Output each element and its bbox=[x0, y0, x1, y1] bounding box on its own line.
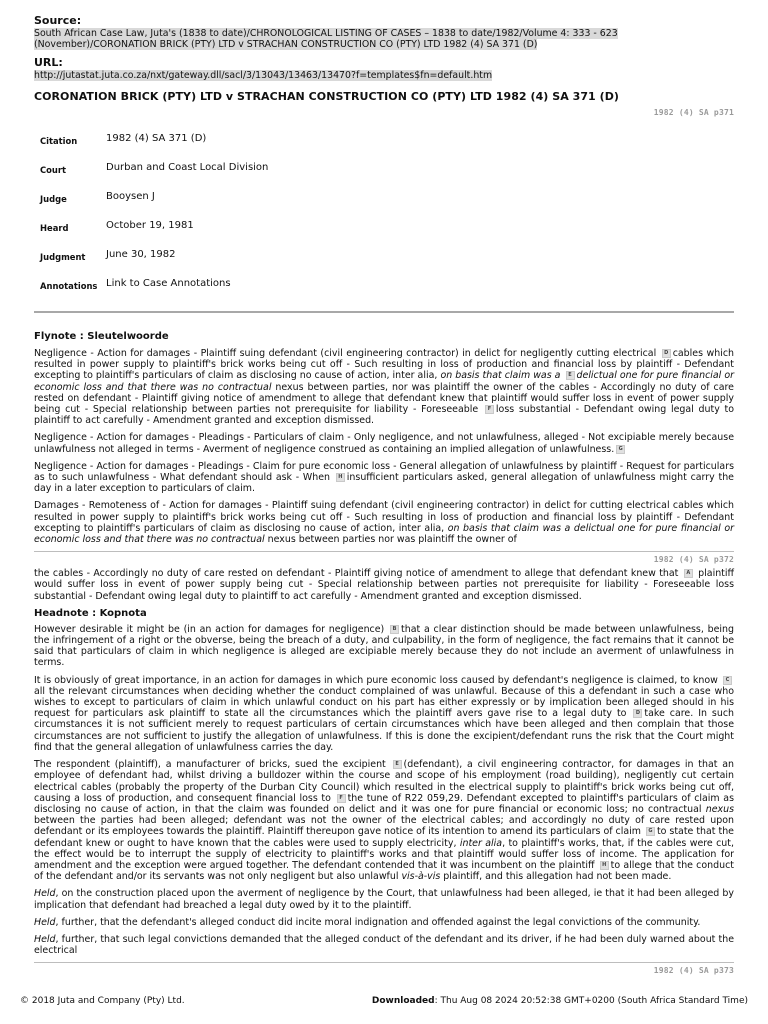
flynote-heading: Flynote : Sleutelwoorde bbox=[34, 331, 169, 342]
margin-marker: F bbox=[337, 794, 346, 803]
flynote-paragraph: Negligence - Action for damages - Pleadings - Claim for pure economic loss - General allegation of unlawfulness by plaintiff - Request for particulars as to such unlawfulness - What defendant should ask - When H insufficient particulars asked, general allegation of unlawfulness might carry the day in a later exception to particulars of claim. bbox=[34, 460, 734, 495]
url-label: URL: bbox=[34, 56, 63, 69]
margin-marker: A bbox=[684, 569, 693, 578]
page-ref-373: 1982 (4) SA p373 bbox=[653, 966, 734, 976]
copyright-notice: © 2018 Juta and Company (Pty) Ltd. bbox=[20, 996, 185, 1006]
held-paragraph: Held, further, that such legal convictions demanded that the alleged conduct of the defendant and its driver, if he had been duly warned about the electrical bbox=[34, 933, 734, 957]
held-paragraph: Held, on the construction placed upon the averment of negligence by the Court, that unlawfulness had been alleged, ie that it had been alleged by implication that defendant had breached a legal duty owed by it to the plaintiff. bbox=[34, 888, 734, 911]
meta-row-court bbox=[40, 162, 268, 191]
meta-row-citation bbox=[40, 133, 268, 162]
annotations-link[interactable]: Link to Case Annotations bbox=[106, 278, 231, 289]
meta-key: Court bbox=[40, 165, 66, 175]
page-divider bbox=[34, 962, 734, 963]
meta-value: Booysen J bbox=[106, 191, 155, 202]
section-divider bbox=[34, 311, 734, 313]
meta-value: June 30, 1982 bbox=[106, 249, 176, 260]
meta-row-heard bbox=[40, 220, 268, 249]
margin-marker: B bbox=[390, 625, 399, 634]
meta-key: Annotations bbox=[40, 281, 98, 291]
url-link[interactable]: http://jutastat.juta.co.za/nxt/gateway.dll/sacl/3/13043/13463/13470?f=templates$fn=default.htm bbox=[34, 70, 493, 81]
headnote-paragraph: The respondent (plaintiff), a manufacturer of bricks, sued the excipient E (defendant), a civil engineering contractor, for damages in that an employee of defendant had, whilst driving a bulldozer within the course and scope of his employment (road building), negligently cut certain electrical cables (probably the property of the Durban City Council) which resulted in the electrical supply to plaintiff's brick works being cut off, causing a loss of production, and consequent financial loss to F the tune of R22 059,29. Defendant excepted to plaintiff's particulars of claim as disclosing no cause of action, in that the claim was founded on delict and it was one for pure financial or economic loss; no contractual nexus between the parties had been alleged; defendant was not the owner of the electrical cables; and accordingly no duty of care rested upon defendant or its employees towards the plaintiff. Plaintiff thereupon gave notice of its intention to amend its particulars of claim G to state that the defendant knew or ought to have known that the cables were used to supply electricity, inter alia, to plaintiff's works, that, if the cables were cut, the effect would be to interrupt the supply of electricity to plaintiff's works and that plaintiff would suffer loss of income. The application for amendment and the exception were argued together. The defendant contended that it was incumbent on the plaintiff H to allege that the conduct of the defendant and/or its servants was not only negligent but also unlawful vis-à-vis plaintiff, and this allegation had not been made. bbox=[34, 759, 734, 883]
margin-marker: G bbox=[646, 827, 655, 836]
meta-value: October 19, 1981 bbox=[106, 220, 194, 231]
margin-marker: H bbox=[600, 861, 609, 870]
headnote-paragraph: However desirable it might be (in an action for damages for negligence) B that a clear distinction should be made between unlawfulness, being the infringement of a right or the obverse, being the breach of a duty, and culpability, in the form of negligence, the fact remains that it cannot be said that particulars of claim in which negligence is alleged are excipiable merely because they do not include an averment of unlawfulness in terms. bbox=[34, 623, 735, 669]
meta-key: Citation bbox=[40, 136, 78, 146]
meta-key: Heard bbox=[40, 223, 69, 233]
margin-marker: E bbox=[393, 760, 402, 769]
case-title: CORONATION BRICK (PTY) LTD v STRACHAN CONSTRUCTION CO (PTY) LTD 1982 (4) SA 371 (D) bbox=[34, 90, 619, 103]
margin-marker: G bbox=[616, 445, 625, 454]
source-label: Source: bbox=[34, 14, 82, 27]
margin-marker: D bbox=[662, 349, 671, 358]
headnote-heading: Headnote : Kopnota bbox=[34, 607, 147, 619]
flynote-paragraph: Negligence - Action for damages - Pleadings - Particulars of claim - Only negligence, and not unlawfulness, alleged - Not excipiable merely because unlawfulness not alleged in terms - Averment of negligence construed as containing an implied allegation of unlawfulness. G bbox=[34, 432, 734, 455]
page-ref-372: 1982 (4) SA p372 bbox=[653, 555, 734, 565]
meta-value: 1982 (4) SA 371 (D) bbox=[106, 133, 207, 144]
margin-marker: E bbox=[566, 371, 575, 380]
meta-row-judge bbox=[40, 191, 268, 220]
held-paragraph: Held, further, that the defendant's alleged conduct did incite moral indignation and offended against the legal convictions of the community. bbox=[34, 916, 701, 928]
meta-value: Durban and Coast Local Division bbox=[106, 162, 269, 173]
margin-marker: C bbox=[723, 676, 732, 685]
meta-key: Judgment bbox=[40, 252, 86, 262]
headnote-paragraph: It is obviously of great importance, in an action for damages in which pure economic loss caused by defendant's negligence is claimed, to know Call the relevant circumstances when deciding whether the conduct complained of was unlawful. Because of this a defendant in such a case who wishes to except to particulars of claim in which unlawful conduct on his part has either expressly or by implication been alleged should in his request for particulars ask plaintiff to state all the circumstances which the plaintiff avers gave rise to a legal duty to D take care. In such circumstances it is not sufficient merely to request particulars of certain circumstances which have been alleged and then complain that those circumstances are not sufficient to justify the allegation of unlawfulness. If this is done the excipient/defendant runs the risk that the Court might find that the general allegation of unlawfulness carries the day. bbox=[34, 674, 734, 753]
page-ref-371: 1982 (4) SA p371 bbox=[653, 108, 734, 117]
download-timestamp: Downloaded: Thu Aug 08 2024 20:52:38 GMT+0200 (South Africa Standard Time) bbox=[371, 996, 748, 1006]
flynote-paragraph: Damages - Remoteness of - Action for damages - Plaintiff suing defendant (civil engineering contractor) in delict for cutting electrical cables which resulted in power supply to plaintiff's brick works being cut off - Such resulting in loss of production and financial loss by plaintiff - Defendant excepting to plaintiff's particulars of claim as disclosing no cause of action, inter alia, on basis that claim was a delictual one for pure financial or economic loss and that there was no contractual nexus between parties nor was plaintiff the owner of bbox=[34, 500, 734, 546]
document-page bbox=[34, 14, 734, 975]
margin-marker: D bbox=[633, 709, 642, 718]
page-divider bbox=[34, 551, 734, 552]
margin-marker: F bbox=[485, 405, 494, 414]
flynote-paragraph: the cables - Accordingly no duty of care rested on defendant - Plaintiff giving notice of amendment to allege that defendant knew that A plaintiff would suffer loss in event of power supply being cut - Special relationship between parties not prerequisite for liability - Foreseeable loss substantial - Defendant owing legal duty to plaintiff to act carefully - Amendment granted and exception dismissed. bbox=[34, 568, 734, 602]
meta-row-judgment bbox=[40, 249, 268, 278]
source-text: South African Case Law, Juta's (1838 to date)/CHRONOLOGICAL LISTING OF CASES – 1838 to date/1982/Volume 4: 333 - 623 (November)/CORONATION BRICK (PTY) LTD v STRACHAN CONSTRUCTION CO (PTY) LTD 1982 (4) SA 371 (D) bbox=[34, 28, 618, 50]
margin-marker: H bbox=[336, 473, 345, 482]
flynote-paragraph: Negligence - Action for damages - Plaintiff suing defendant (civil engineering contractor) in delict for negligently cutting electrical D cables which resulted in power supply to plaintiff's brick works being cut off - Such resulting in loss of production and financial loss by plaintiff - Defendant excepting to plaintiff's particulars of claim as disclosing no cause of action, inter alia, on basis that claim was a E delictual one for pure financial or economic loss and that there was no contractual nexus between parties, nor was plaintiff the owner of the cables - Accordingly no duty of care rested on defendant - Plaintiff giving notice of amendment to allege that defendant knew that plaintiff would suffer loss in event of power supply being cut - Special relationship between parties not prerequisite for liability - Foreseeable F loss substantial - Defendant owing legal duty to plaintiff to act carefully - Amendment granted and exception dismissed. bbox=[34, 348, 734, 427]
meta-row-annotations bbox=[40, 278, 268, 307]
case-metadata-table bbox=[40, 133, 268, 307]
meta-key: Judge bbox=[40, 194, 67, 204]
